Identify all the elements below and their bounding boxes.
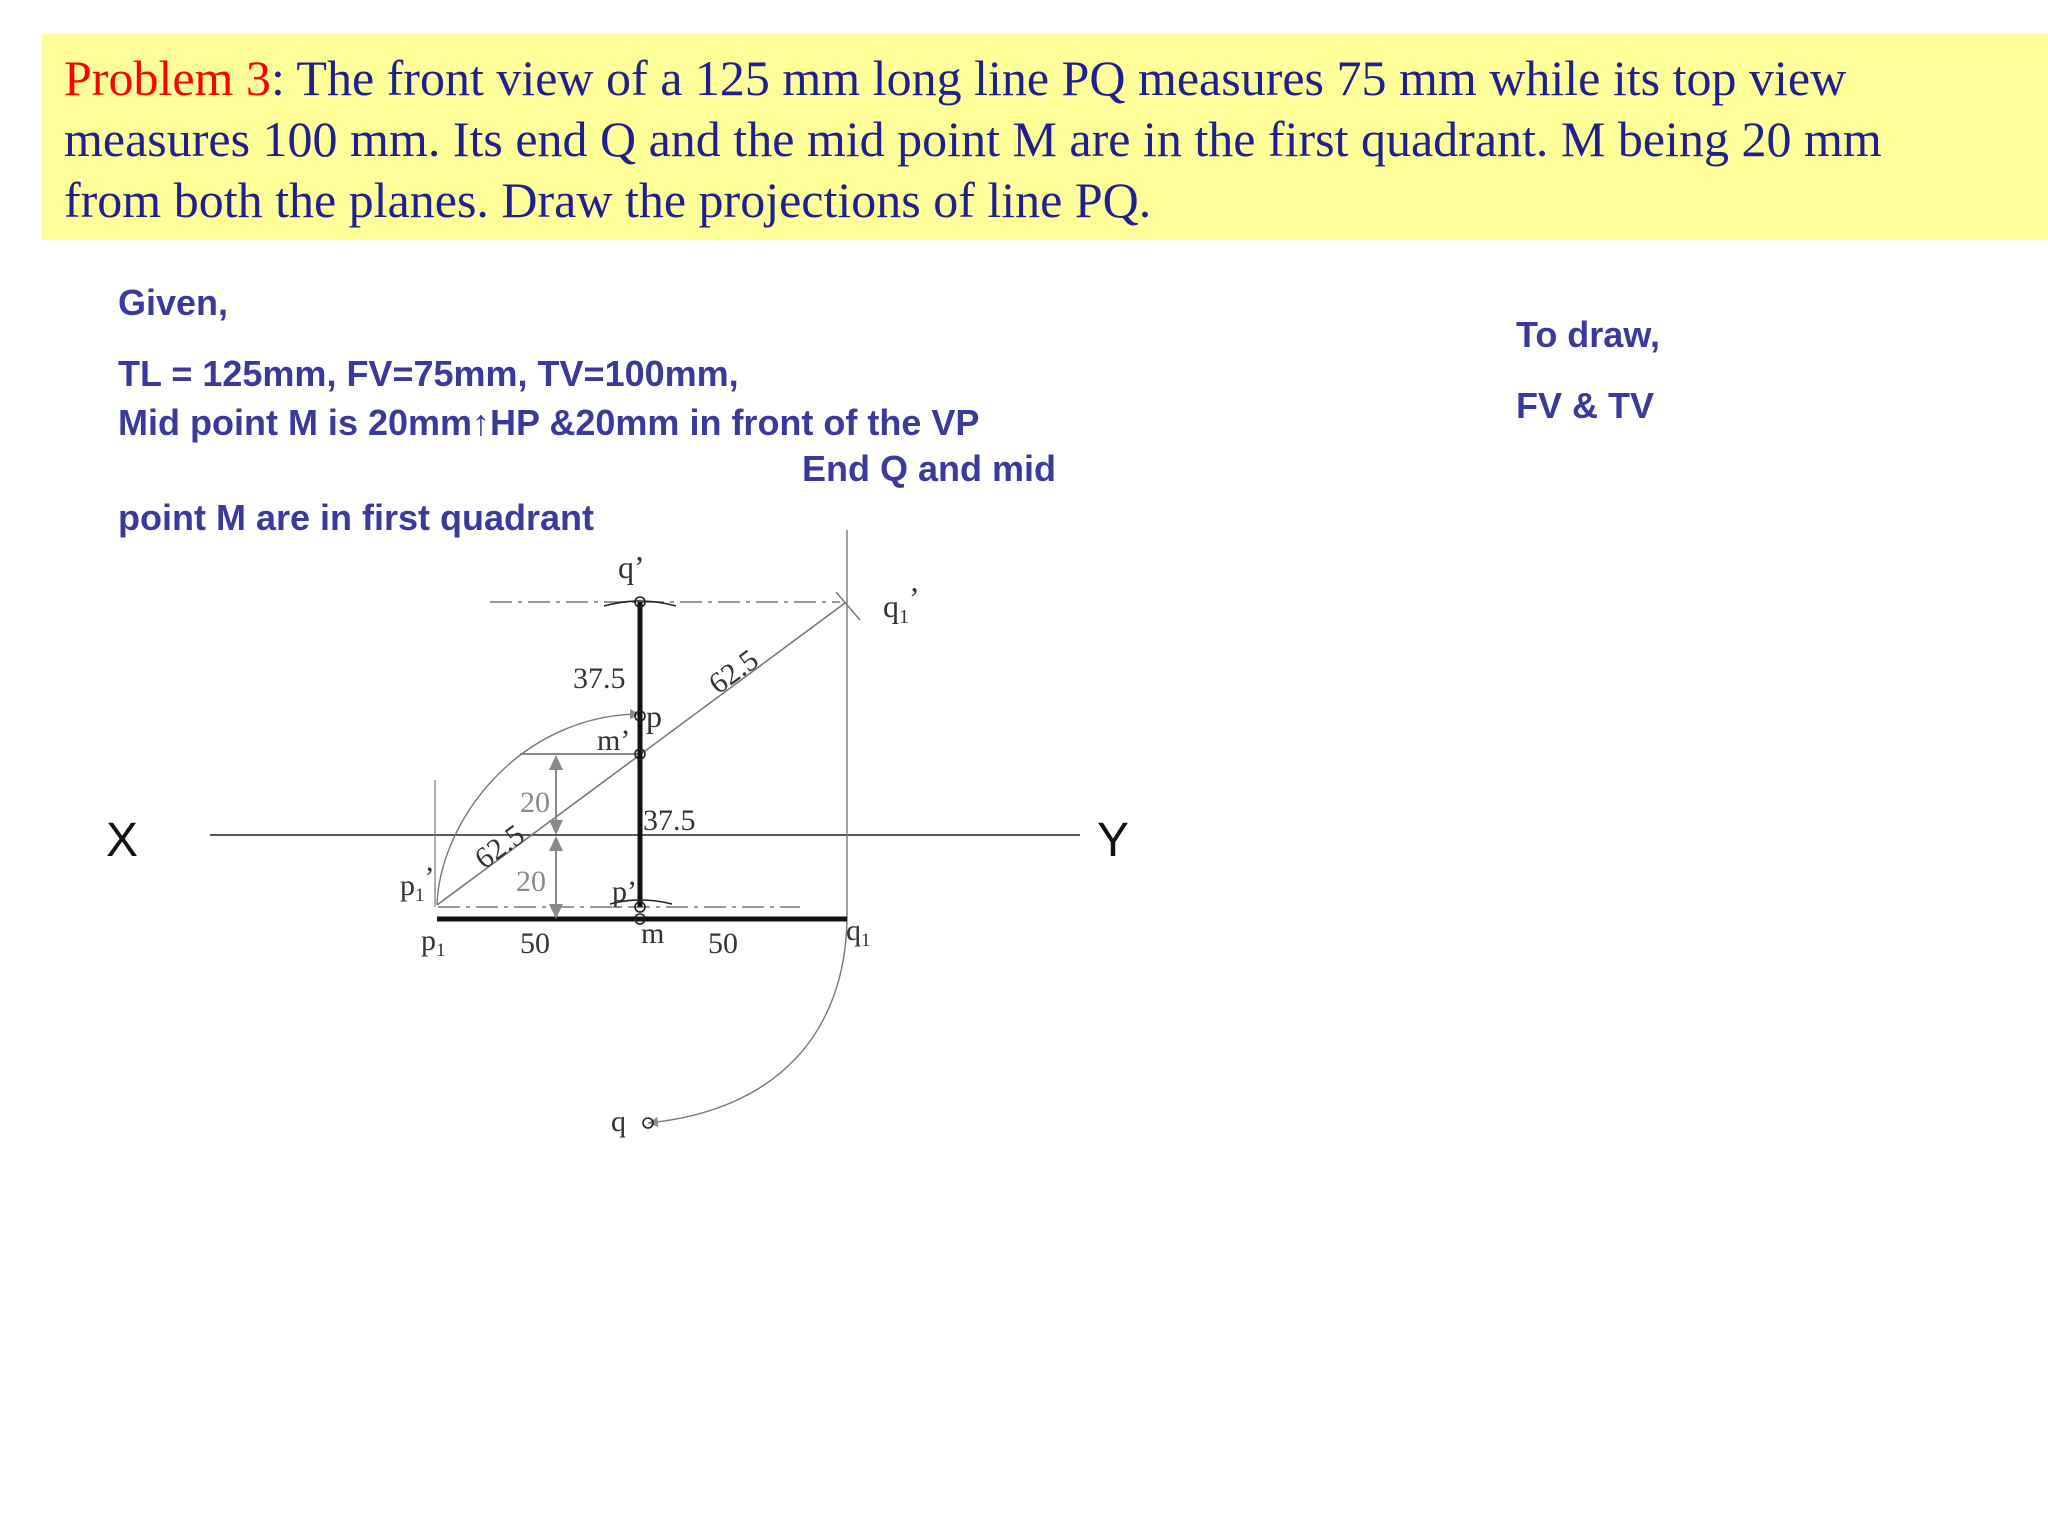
label-m-dash: m’ <box>597 724 631 757</box>
y-label: Y <box>1097 814 1130 867</box>
dimension-arrow-up-1 <box>549 755 563 770</box>
dim-37-5-top: 37.5 <box>573 662 626 695</box>
q1-dash-cross <box>836 592 860 620</box>
problem-line-1: Problem 3: The front view of a 125 mm long line PQ measures 75 mm while its top view <box>64 50 1847 106</box>
label-p-dash: p’ <box>612 875 637 908</box>
problem-line-2: measures 100 mm. Its end Q and the mid point M are in the first quadrant. M being 20 mm <box>64 111 1882 167</box>
to-draw-item: FV & TV <box>1516 385 1655 426</box>
problem-label: Problem 3 <box>64 50 271 106</box>
dim-50-left: 50 <box>520 927 550 960</box>
label-p-upper: p <box>646 698 662 734</box>
dim-62-5-right: 62.5 <box>702 643 765 701</box>
label-m: m <box>641 917 665 950</box>
given-line-2: Mid point M is 20mm↑HP &20mm in front of the VP <box>118 402 980 443</box>
label-q1-dash: q1’ <box>883 580 920 628</box>
label-q1: $q_1$ <box>846 914 871 951</box>
given-line-1: TL = 125mm, FV=75mm, TV=100mm, <box>118 353 739 394</box>
given-line-3: End Q and mid <box>802 448 1057 489</box>
x-label: X <box>106 814 139 867</box>
label-p1: $p_1$ <box>421 924 446 961</box>
dim-50-right: 50 <box>708 927 738 960</box>
arc-q1-to-q <box>648 920 847 1123</box>
label-q: q <box>611 1105 626 1138</box>
dim-37-5-mid: 37.5 <box>643 804 696 837</box>
given-line-4: point M are in first quadrant <box>118 497 595 538</box>
dim-20-upper: 20 <box>520 786 550 819</box>
label-p1-dash: $p_1$’ <box>400 861 435 906</box>
dimension-arrow-up-2 <box>549 836 563 851</box>
label-q-dash: q’ <box>618 549 645 585</box>
dim-20-lower: 20 <box>516 865 546 898</box>
problem-line-3: from both the planes. Draw the projections of line PQ. <box>64 172 1152 228</box>
to-draw-heading: To draw, <box>1516 314 1660 355</box>
dimension-arrow-down-1 <box>549 820 563 835</box>
given-heading: Given, <box>118 282 229 323</box>
dim-62-5-left: 62.5 <box>468 818 531 876</box>
